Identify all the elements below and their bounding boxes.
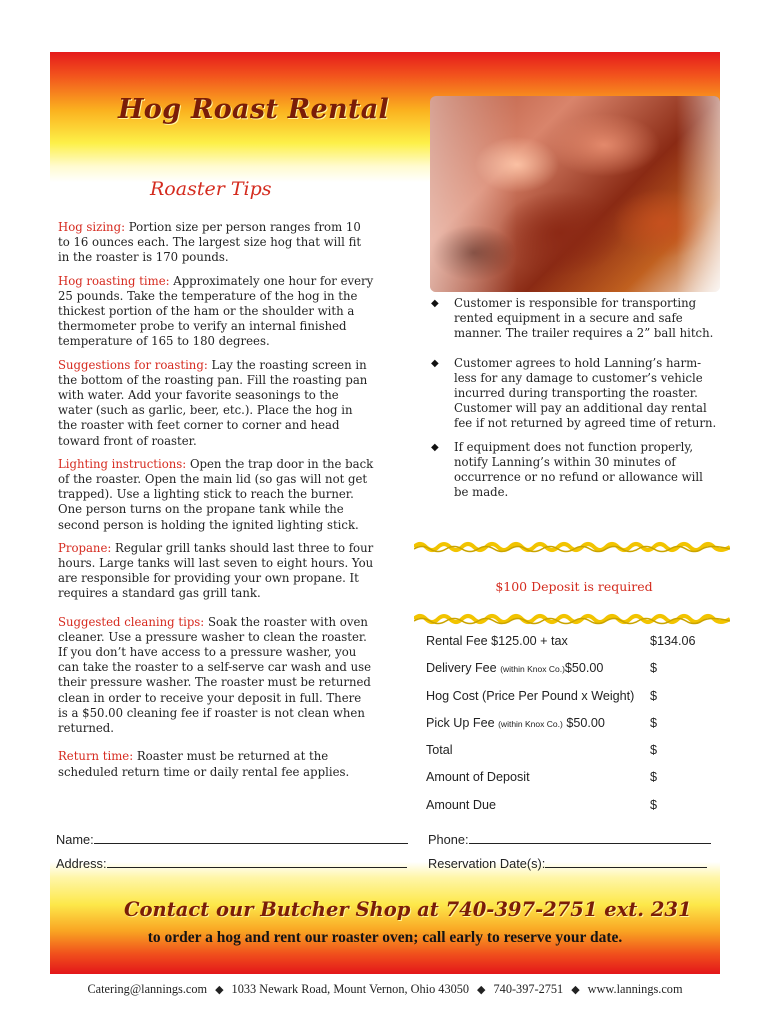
diamond-bullet-icon: ◆: [431, 441, 439, 453]
tip-label: Hog roasting time:: [58, 273, 170, 288]
condition-item: ◆ If equipment does not function properly, notify Lanning’s within 30 minutes of occurrence or no refund or allowance will be made.: [431, 439, 703, 500]
fee-label: Amount Due: [426, 797, 497, 812]
fee-value: $134.06: [650, 634, 696, 648]
diamond-separator-icon: ◆: [477, 984, 486, 996]
fee-row-deposit: [426, 770, 720, 797]
name-field[interactable]: Name:: [56, 832, 408, 847]
tip-label: Return time:: [58, 749, 134, 764]
diamond-separator-icon: ◆: [215, 984, 224, 996]
diamond-bullet-icon: ◆: [431, 298, 439, 309]
name-blank-line[interactable]: [94, 833, 408, 844]
address-field[interactable]: Address:: [56, 856, 407, 871]
rental-conditions-list: [428, 296, 720, 500]
tip-text: Regular grill tanks should last three to four hours. Large tanks will last seven to eight hours. You are responsible for providing your own propane. It requires a standard gas grill tank.: [58, 540, 374, 601]
footer-address: 1033 Newark Road, Mount Vernon, Ohio 43050: [231, 982, 470, 996]
condition-item: ◆ Customer is responsible for transporting rented equipment in a secure and safe manner. The trailer requires a 2” ball hitch.: [431, 296, 714, 341]
roast-pork-photo: [430, 96, 720, 292]
fee-value: $: [650, 797, 658, 812]
fee-label: Delivery Fee (within Knox Co.)$50.00: [426, 661, 604, 676]
diamond-bullet-icon: ◆: [431, 357, 439, 369]
address-blank-line[interactable]: [107, 857, 407, 868]
decorative-divider-top: [414, 540, 730, 554]
contact-subline: to order a hog and rent our roaster oven; call early to reserve your date.: [147, 929, 623, 946]
fee-row-hog-cost: [426, 689, 720, 716]
tip-hog-sizing: [58, 220, 374, 266]
fee-label: Rental Fee $125.00 + tax: [426, 634, 568, 648]
footer-contact-bar: [50, 982, 720, 997]
reservation-date-field[interactable]: Reservation Date(s):: [428, 856, 707, 871]
roaster-tips-list: [58, 220, 374, 780]
tip-lighting: [58, 457, 374, 533]
tip-label: Propane:: [58, 540, 112, 555]
contact-headline: Contact our Butcher Shop at 740-397-2751 ext. 231: [124, 898, 692, 921]
fee-row-rental: [426, 634, 720, 661]
condition-item: ◆ Customer agrees to hold Lanning’s harm-less for any damage to customer’s vehicle incurred during transporting the roaster. Customer will pay an additional day rental fee if not returned by agreed time of return.: [431, 355, 717, 431]
diamond-separator-icon: ◆: [571, 984, 580, 996]
tip-propane: [58, 541, 374, 602]
tip-text: Open the trap door in the back of the roaster. Open the main lid (so gas will not get trapped). Use a lighting stick to reach the burner. One person turns on the propane tank while the second person is holding the ignited lighting stick.: [58, 456, 374, 532]
roaster-tips-heading: Roaster Tips: [150, 178, 272, 200]
fee-label: Amount of Deposit: [426, 770, 530, 785]
footer-website[interactable]: www.lannings.com: [587, 982, 683, 996]
reservation-blank-line[interactable]: [545, 857, 707, 868]
fee-value: $: [650, 715, 658, 730]
tip-roasting-suggestions: [58, 358, 374, 449]
fee-row-pickup: [426, 716, 720, 743]
fee-label: Pick Up Fee (within Knox Co.) $50.00: [426, 715, 605, 730]
fee-value: $: [650, 661, 658, 676]
tip-text: Portion size per person ranges from 10 to 16 ounces each. The largest size hog that will fit in the roaster is 170 pounds.: [58, 220, 362, 265]
fee-value: $: [650, 688, 658, 703]
fee-value: $: [650, 743, 658, 758]
tip-text: Soak the roaster with oven cleaner. Use a pressure washer to clean the roaster. If you don’t have access to a pressure washer, you can take the roaster to a self-serve car wash and use their pressure washer. The roaster must be returned clean in order to receive your deposit in full. There is a $50.00 cleaning fee if roaster is not clean when returned.: [58, 614, 372, 736]
phone-blank-line[interactable]: [469, 833, 711, 844]
tip-label: Lighting instructions:: [58, 456, 187, 471]
footer-phone: 740-397-2751: [493, 982, 564, 996]
tip-return-time: [58, 749, 374, 779]
tip-text: Approximately one hour for every 25 pounds. Take the temperature of the hog in the thickest portion of the ham or the shoulder with a thermometer probe to verify an internal finished temperature of 165 to 180 degrees.: [58, 273, 374, 349]
page-title: Hog Roast Rental: [118, 94, 390, 125]
fee-table: [426, 634, 720, 825]
decorative-divider-bottom: [414, 612, 730, 626]
fee-value: $: [650, 770, 658, 785]
fee-label: Hog Cost (Price Per Pound x Weight): [426, 688, 635, 703]
fee-row-amount-due: [426, 798, 720, 825]
tip-label: Suggested cleaning tips:: [58, 614, 205, 629]
footer-email[interactable]: Catering@lannings.com: [87, 982, 208, 996]
tip-text: Lay the roasting screen in the bottom of the roasting pan. Fill the roasting pan with water. Add your favorite seasonings to the water (such as garlic, beer, etc.). Place the hog in the roaster with feet corner to corner and head toward front of roaster.: [58, 357, 368, 448]
tip-cleaning: [58, 615, 374, 737]
fee-row-delivery: [426, 661, 720, 688]
phone-field[interactable]: Phone:: [428, 832, 711, 847]
tip-label: Hog sizing:: [58, 220, 126, 234]
fee-label: Total: [426, 743, 453, 758]
tip-text: Roaster must be returned at the scheduled return time or daily rental fee applies.: [58, 749, 350, 779]
tip-roasting-time: [58, 274, 374, 350]
deposit-notice: $100 Deposit is required: [495, 579, 653, 594]
fee-row-total: [426, 743, 720, 770]
tip-label: Suggestions for roasting:: [58, 357, 208, 372]
flyer-page: [50, 52, 720, 1010]
